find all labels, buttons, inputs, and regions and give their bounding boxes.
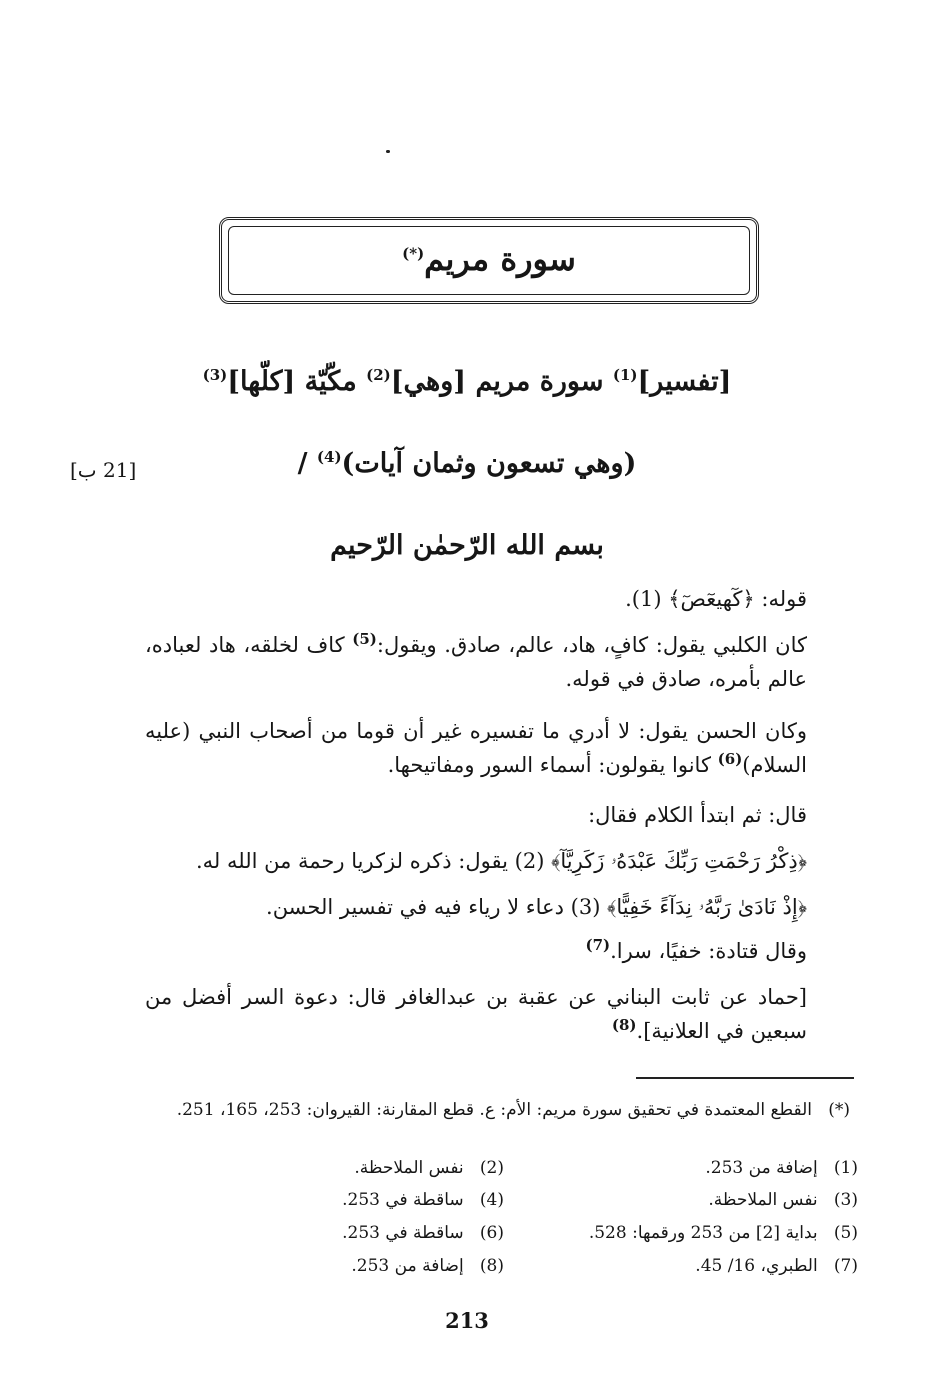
footnote-3: [708, 1190, 858, 1210]
footnote-ref: (5): [352, 630, 377, 648]
footnote-number: (5): [833, 1223, 858, 1243]
heading-line-1: [100, 366, 834, 397]
footnote-number: (3): [833, 1190, 858, 1210]
paragraph-text: كانوا يقولون: أسماء السور ومفاتيحها.: [387, 753, 718, 777]
footnote-ref: (6): [717, 750, 743, 768]
paragraph-text: كان الكلبي يقول: كافٍ، هاد، عالم، صادق. ويقول:: [376, 633, 807, 657]
paragraph-6: ﴿إِذْ نَادَىٰ رَبَّهُۥ نِدَآءً خَفِيًّا﴾ (3) دعاء لا رياء فيه في تفسير الحسن.: [266, 895, 807, 919]
surah-title-text: سورة مريم: [424, 240, 576, 278]
paragraph-text: وكان الحسن يقول: لا أدري ما تفسيره غير أن قوما من أصحاب النبي (عليه السلام): [145, 719, 807, 777]
basmala: بسم الله الرّحمٰن الرّحيم: [330, 530, 604, 561]
footnote-text: بداية [2] من 253 ورقمها: 528.: [588, 1223, 818, 1243]
footnote-separator: [636, 1077, 854, 1079]
footnote-4: [342, 1190, 504, 1210]
footnote-number: (1): [833, 1158, 858, 1178]
footnote-2: [354, 1158, 504, 1178]
paragraph-text: وقال قتادة: خفيًا، سرا.: [610, 939, 807, 963]
heading-text: [تفسير]: [637, 366, 732, 397]
heading-text: مكّيّة [كلّها]: [227, 366, 367, 397]
paragraph-8: [145, 980, 807, 1048]
footnote-text: ساقطة في 253.: [342, 1223, 464, 1243]
paragraph-4: قال: ثم ابتدأ الكلام فقال:: [588, 803, 807, 827]
footnote-text: إضافة من 253.: [705, 1158, 818, 1178]
page-number: 213: [445, 1308, 489, 1333]
ink-dot: [386, 150, 390, 153]
footnote-ref: (3): [202, 366, 228, 384]
surah-title: [219, 240, 759, 278]
footnote-ref: (2): [366, 366, 391, 384]
heading-text: /: [297, 448, 317, 479]
footnote-number: (4): [479, 1190, 504, 1210]
footnote-number: (7): [833, 1256, 858, 1276]
footnote-text: نفس الملاحظة.: [708, 1190, 818, 1210]
footnote-text: الطبري، 16/ 45.: [695, 1256, 818, 1276]
footnote-text: القطع المعتمدة في تحقيق سورة مريم: الأم: ع. قطع المقارنة: القيروان: 253، 165، 251.: [176, 1100, 813, 1120]
footnote-number: (8): [479, 1256, 504, 1276]
footnote-8: [351, 1256, 504, 1276]
footnote-text: إضافة من 253.: [351, 1256, 464, 1276]
footnote-ref: (7): [585, 936, 611, 954]
footnote-1: [705, 1158, 858, 1178]
surah-title-marker: (*): [402, 244, 425, 263]
heading-text: سورة مريم [وهي]: [390, 366, 613, 397]
footnote-7: [695, 1256, 858, 1276]
paragraph-2: [145, 628, 807, 696]
footnote-5: [589, 1223, 858, 1243]
footnote-number: (*): [828, 1100, 850, 1120]
footnote-text: ساقطة في 253.: [342, 1190, 464, 1210]
footnote-number: (2): [479, 1158, 504, 1178]
footnote-text: نفس الملاحظة.: [354, 1158, 464, 1178]
footnote-star: [140, 1096, 850, 1124]
paragraph-7: [145, 934, 807, 968]
paragraph-5: ﴿ذِكْرُ رَحْمَتِ رَبِّكَ عَبْدَهُۥ زَكَرِيَّآ﴾ (2) يقول: ذكره لزكريا رحمة من الله له.: [195, 849, 807, 873]
footnote-ref: (8): [611, 1016, 637, 1034]
paragraph-text: كاف لخلقه، هاد لعباده، عالم بأمره، صادق في قوله.: [145, 633, 807, 691]
footnote-ref: (4): [316, 448, 342, 466]
folio-marginal-note: [21 ب]: [70, 458, 137, 482]
paragraph-1: قوله: ﴿كٓهيعٓصٓ﴾ (1).: [625, 587, 807, 611]
footnote-ref: (1): [612, 366, 638, 384]
paragraph-3: [145, 714, 807, 782]
heading-text: (وهي تسعون وثمان آيات): [341, 448, 637, 479]
paragraph-text: [حماد عن ثابت البناني عن عقبة بن عبدالغافر قال: دعوة السر أفضل من سبعين في العلانية].: [145, 985, 807, 1043]
heading-line-2: [100, 448, 834, 479]
footnote-number: (6): [479, 1223, 504, 1243]
footnote-6: [342, 1223, 504, 1243]
